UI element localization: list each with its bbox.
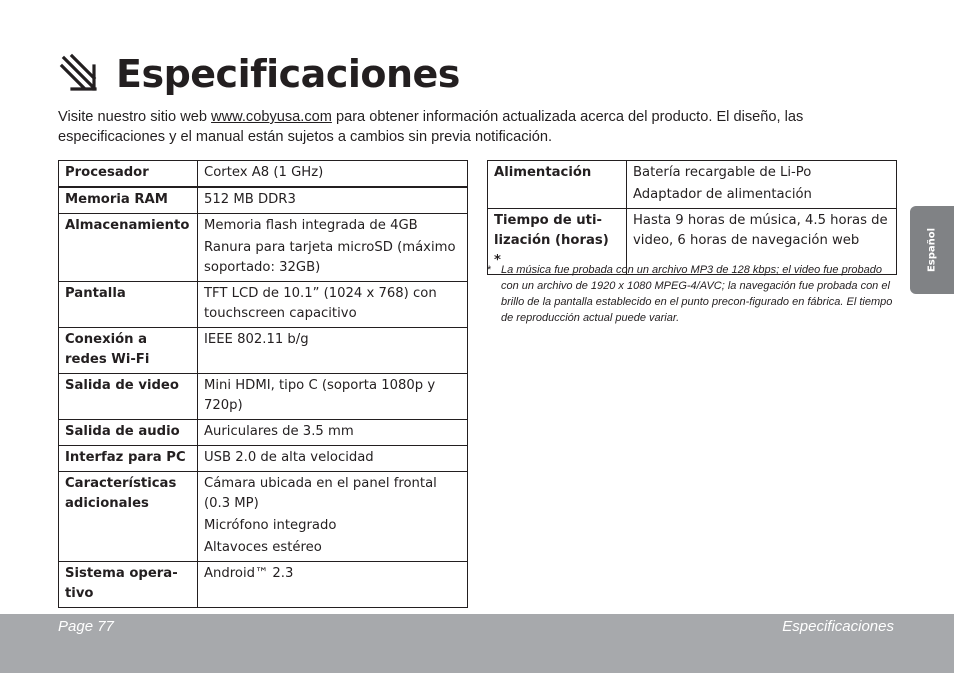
footnote-mark: * [487,264,492,276]
footer-section-title: Especificaciones [782,618,894,635]
spec-value [627,161,897,209]
spec-label: Sistema opera-tivo [59,562,198,608]
spec-label: Tiempo de uti-lización (horas) * [488,209,627,275]
spec-value [198,214,468,282]
spec-value [198,374,468,420]
spec-row [59,161,468,187]
spec-value-line: TFT LCD de 10.1” (1024 x 768) con touchscreen capacitivo [204,286,437,321]
spec-row [59,446,468,472]
spec-value-line: Altavoces estéreo [204,540,322,555]
spec-value [198,188,468,214]
spec-label: Características adicionales [59,472,198,562]
spec-label: Conexión a redes Wi-Fi [59,328,198,374]
spec-value [198,282,468,328]
spec-label: Alimentación [488,161,627,209]
spec-value-line: Hasta 9 horas de música, 4.5 horas de video, 6 horas de navegación web [633,213,888,248]
intro-paragraph [58,107,898,147]
specifications-table-left [58,160,468,608]
spec-row [59,188,468,214]
spec-value [198,446,468,472]
footnote-text: La música fue probada con un archivo MP3 de 128 kbps; el video fue probado con un archivo de 1920 x 1080 MPEG-4/AVC; la navegación fue probada con el brillo de la pantalla establecido en el punto precon-figurado en fábrica. El tiempo de reproducción actual puede variar. [501,264,893,324]
spec-value [198,472,468,562]
footnote [487,262,895,326]
spec-value-line: Mini HDMI, tipo C (soporta 1080p y 720p) [204,378,436,413]
spec-value-line: Memoria flash integrada de 4GB [204,218,418,233]
spec-row [59,420,468,446]
spec-value-line: Cámara ubicada en el panel frontal (0.3 MP) [204,476,437,511]
spec-value [198,328,468,374]
spec-row [59,214,468,282]
spec-label: Interfaz para PC [59,446,198,472]
spec-row [59,472,468,562]
specifications-table-right [487,160,897,275]
page-header [58,50,460,98]
spec-label: Procesador [59,161,198,187]
spec-label: Salida de audio [59,420,198,446]
intro-text-before: Visite nuestro sitio web [58,109,212,125]
website-link[interactable]: www.cobyusa.com [211,109,332,125]
page-footer [0,614,954,673]
spec-row [59,374,468,420]
spec-label: Memoria RAM [59,188,198,214]
language-tab-label: Español [926,227,938,273]
spec-value-line: 512 MB DDR3 [204,192,296,207]
spec-value-line: Cortex A8 (1 GHz) [204,165,324,180]
spec-row [488,161,897,209]
spec-value-line: Micrófono integrado [204,518,337,533]
spec-value [198,161,468,187]
page-title: Especificaciones [116,52,460,96]
spec-row [59,282,468,328]
spec-value-line: Android™ 2.3 [204,566,294,581]
page-number: Page 77 [58,618,114,635]
spec-value-line: Batería recargable de Li-Po [633,165,812,180]
spec-value-line: Adaptador de alimentación [633,187,812,202]
language-tab [910,206,954,294]
spec-label: Pantalla [59,282,198,328]
spec-value-line: IEEE 802.11 b/g [204,332,309,347]
spec-row [59,562,468,608]
spec-value [198,420,468,446]
spec-label: Salida de video [59,374,198,420]
spec-label: Almacenamiento [59,214,198,282]
diagonal-arrow-icon [58,52,102,96]
spec-value-line: Auriculares de 3.5 mm [204,424,354,439]
spec-value-line: USB 2.0 de alta velocidad [204,450,374,465]
spec-value [198,562,468,608]
intro-text-after: para obtener información actualizada acerca del producto. El diseño, las especificaciones y el manual están sujetos a cambios sin previa notificación. [58,109,804,145]
spec-value-line: Ranura para tarjeta microSD (máximo soportado: 32GB) [204,240,456,275]
spec-row [59,328,468,374]
